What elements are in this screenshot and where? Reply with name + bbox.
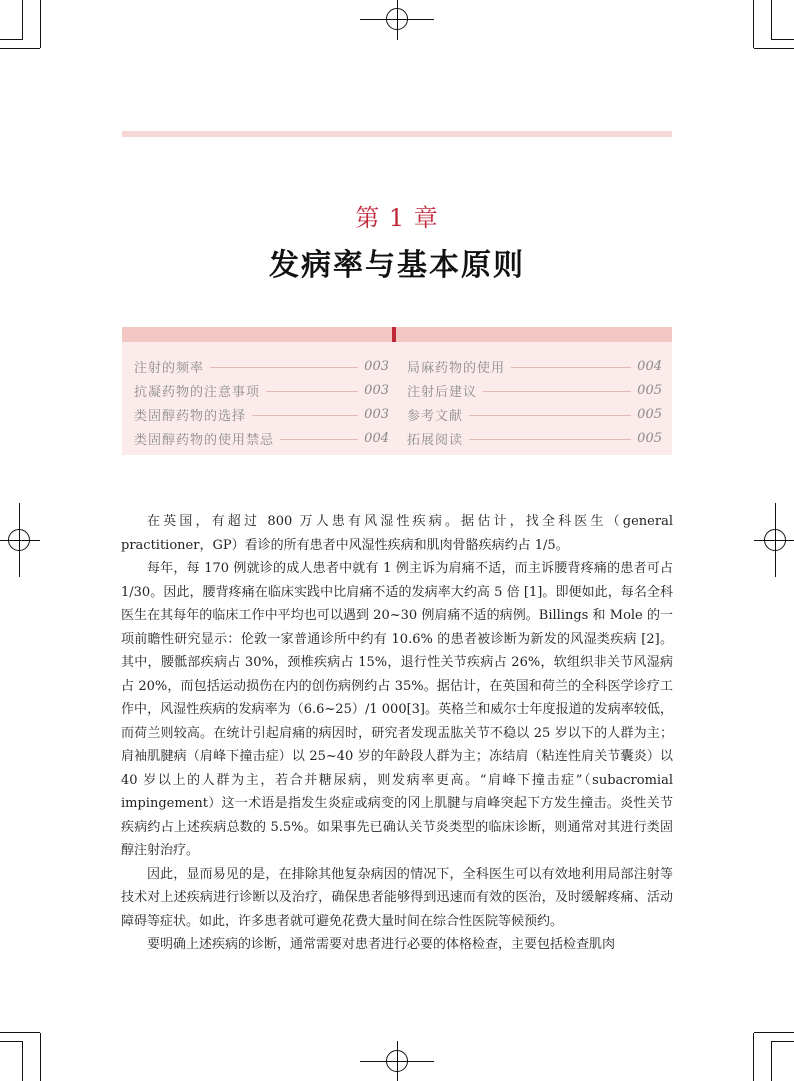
crop-mark [754, 48, 794, 49]
toc-entry[interactable] [134, 354, 389, 378]
toc-leader [469, 439, 631, 440]
toc-entry[interactable] [134, 402, 389, 426]
toc-column-left [134, 354, 389, 450]
crop-mark [40, 1033, 41, 1081]
toc-entry[interactable] [407, 426, 662, 450]
crop-mark [753, 0, 754, 48]
crop-mark [771, 0, 772, 40]
crop-mark [0, 48, 40, 49]
toc-entry-title: 注射后建议 [407, 384, 478, 400]
crop-mark [0, 1041, 22, 1042]
toc-entry-title: 类固醇药物的使用禁忌 [134, 432, 275, 448]
toc-leader [210, 367, 358, 368]
toc-leader [483, 391, 631, 392]
paragraph: 每年，每 170 例就诊的成人患者中就有 1 例主诉为肩痛不适，而主诉腰背疼痛的患者可占 1/30。因此，腰背疼痛在临床实践中比肩痛不适的发病率大约高 5 倍 [1]。即便如此，每名全科医生在其每年的临床工作中平均也可以遇到 20~30 例肩痛不适的病例。Billings 和 Mole 的一项前瞻性研究显示：伦敦一家普通诊所中约有 10.6% 的患者被诊断为新发的风湿类疾病 [2]。其中，腰骶部疾病占 30%，颈椎疾病占 15%，退行性关节疾病占 26%，软组织非关节风湿病占 20%，而包括运动损伤在内的创伤病例约占 35%。据估计，在英国和荷兰的全科医学诊疗工作中，风湿性疾病的发病率为（6.6~25）/1 000[3]。英格兰和威尔士年度报道的发病率较低，而荷兰则较高。在统计引起肩痛的病因时，研究者发现盂肱关节不稳以 25 岁以下的人群为主；肩袖肌腱病（肩峰下撞击症）以 25~40 岁的年龄段人群为主；冻结肩（粘连性肩关节囊炎）以 40 岁以上的人群为主，若合并糖尿病，则发病率更高。“肩峰下撞击症”（subacromial impingement）这一术语是指发生炎症或病变的冈上肌腱与肩峰突起下方发生撞击。炎性关节疾病约占上述疾病总数的 5.5%。如果事先已确认关节炎类型的临床诊断，则通常对其进行类固醇注射治疗。 [121, 561, 673, 858]
crop-mark [40, 0, 41, 48]
crop-mark [771, 1041, 772, 1081]
toc-marker-icon [392, 327, 402, 342]
toc-column-right [407, 354, 662, 450]
header-rule [122, 131, 672, 137]
toc-entry[interactable] [407, 402, 662, 426]
toc-entry-page: 005 [637, 382, 662, 398]
toc-entry-page: 003 [364, 358, 389, 374]
toc-entry[interactable] [134, 426, 389, 450]
toc-leader [469, 415, 631, 416]
toc-entry-page: 003 [364, 382, 389, 398]
crop-mark [754, 1032, 794, 1033]
crop-mark [22, 1041, 23, 1081]
body-text [121, 510, 673, 957]
crop-mark [772, 1041, 794, 1042]
toc-entry-page: 005 [637, 406, 662, 422]
crop-mark [0, 1032, 40, 1033]
crop-mark [22, 0, 23, 40]
toc-entry[interactable] [407, 378, 662, 402]
chapter-number: 第 1 章 [355, 204, 439, 232]
toc-entry[interactable] [407, 354, 662, 378]
toc-entry-page: 004 [364, 430, 389, 446]
crop-mark [772, 39, 794, 40]
toc-entry-page: 003 [364, 406, 389, 422]
toc-entry-page: 005 [637, 430, 662, 446]
paragraph: 要明确上述疾病的诊断，通常需要对患者进行必要的体格检查，主要包括检查肌肉 [147, 937, 616, 952]
toc-leader [252, 415, 358, 416]
toc-leader [511, 367, 631, 368]
toc-entry[interactable] [134, 378, 389, 402]
table-of-contents [122, 342, 672, 455]
paragraph: 在英国，有超过 800 万人患有风湿性疾病。据估计，找全科医生（general practitioner，GP）看诊的所有患者中风湿性疾病和肌肉骨骼疾病约占 1/5。 [121, 514, 673, 553]
crop-mark [0, 39, 22, 40]
toc-entry-title: 抗凝药物的注意事项 [134, 384, 261, 400]
toc-leader [266, 391, 358, 392]
toc-entry-page: 004 [637, 358, 662, 374]
toc-entry-title: 局麻药物的使用 [407, 360, 506, 376]
toc-entry-title: 拓展阅读 [407, 432, 464, 448]
toc-leader [280, 439, 358, 440]
toc-entry-title: 类固醇药物的选择 [134, 408, 247, 424]
paragraph: 因此，显而易见的是，在排除其他复杂病因的情况下，全科医生可以有效地利用局部注射等技术对上述疾病进行诊断以及治疗，确保患者能够得到迅速而有效的医治，及时缓解疼痛、活动障碍等症状。如此，许多患者就可避免花费大量时间在综合性医院等候预约。 [121, 866, 673, 929]
toc-entry-title: 注射的频率 [134, 360, 205, 376]
chapter-title: 发病率与基本原则 [269, 248, 525, 283]
toc-entry-title: 参考文献 [407, 408, 464, 424]
crop-mark [753, 1033, 754, 1081]
